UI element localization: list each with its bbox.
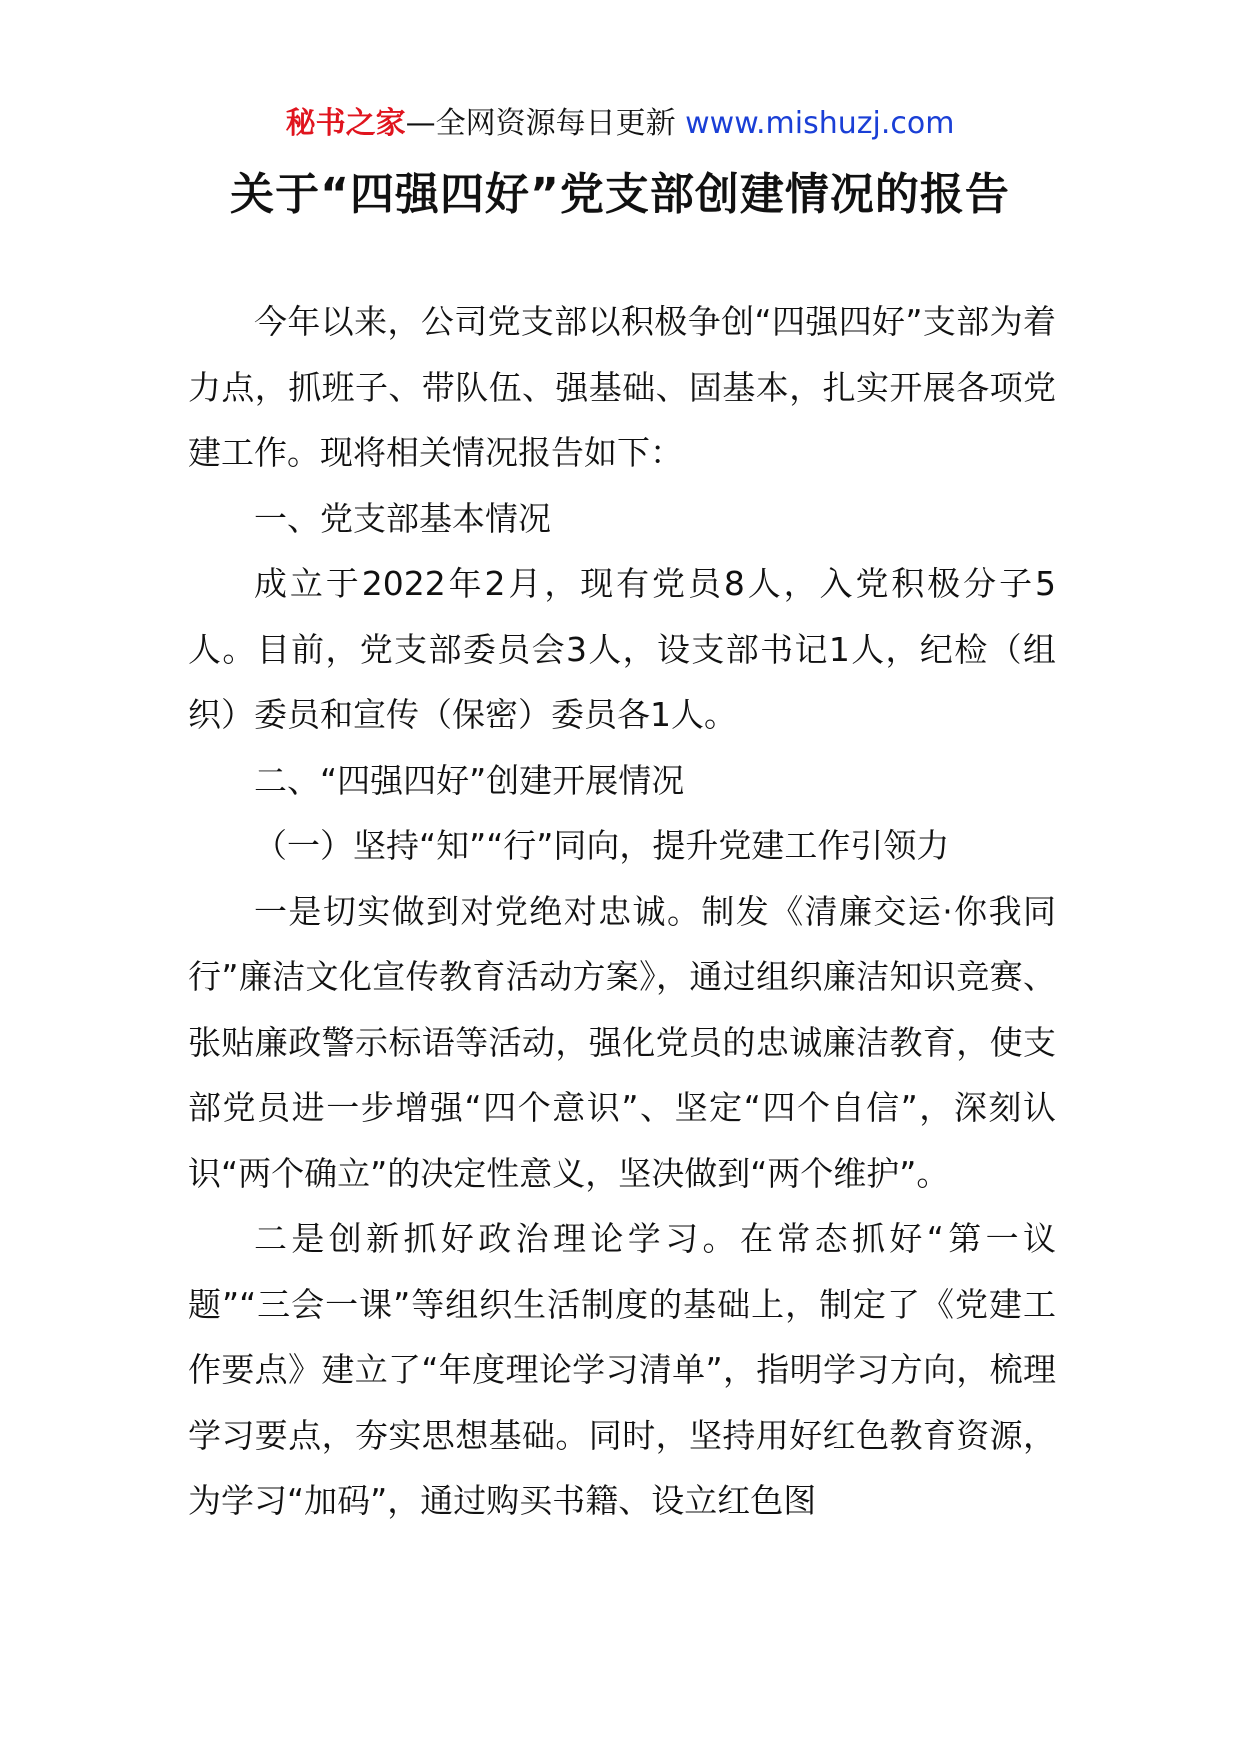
intro-paragraph: 今年以来，公司党支部以积极争创“四强四好”支部为着力点，抓班子、带队伍、强基础、固基本，扎实开展各项党建工作。现将相关情况报告如下： [188,302,1056,472]
site-url-link[interactable]: www.mishuzj.com [685,106,955,141]
subsection-heading-1: （一）坚持“知”“行”同向，提升党建工作引领力 [254,826,950,865]
site-banner [0,102,1240,146]
theory-study-paragraph: 二是创新抓好政治理论学习。在常态抓好“第一议题”“三会一课”等组织生活制度的基础上，制定了《党建工作要点》建立了“年度理论学习清单”，指明学习方向，梳理学习要点，夯实思想基础。同时，坚持用好红色教育资源，为学习“加码”，通过购买书籍、设立红色图 [188,1219,1056,1520]
document-title: 关于“四强四好”党支部创建情况的报告 [230,169,1010,220]
branch-info-paragraph: 成立于2022年2月，现有党员8人，入党积极分子5人。目前，党支部委员会3人，设支部书记1人，纪检（组织）委员和宣传（保密）委员各1人。 [188,564,1056,734]
loyalty-paragraph: 一是切实做到对党绝对忠诚。制发《清廉交运·你我同行”廉洁文化宣传教育活动方案》，通过组织廉洁知识竞赛、张贴廉政警示标语等活动，强化党员的忠诚廉洁教育，使支部党员进一步增强“四个意识”、坚定“四个自信”，深刻认识“两个确立”的决定性意义，坚决做到“两个维护”。 [188,891,1056,1193]
section-heading-2: 二、“四强四好”创建开展情况 [254,760,685,800]
brand-name: 秘书之家 [285,106,406,141]
section-heading-1: 一、党支部基本情况 [254,498,551,538]
document-body [188,289,1056,1534]
banner-tagline: —全网资源每日更新 [405,106,676,141]
